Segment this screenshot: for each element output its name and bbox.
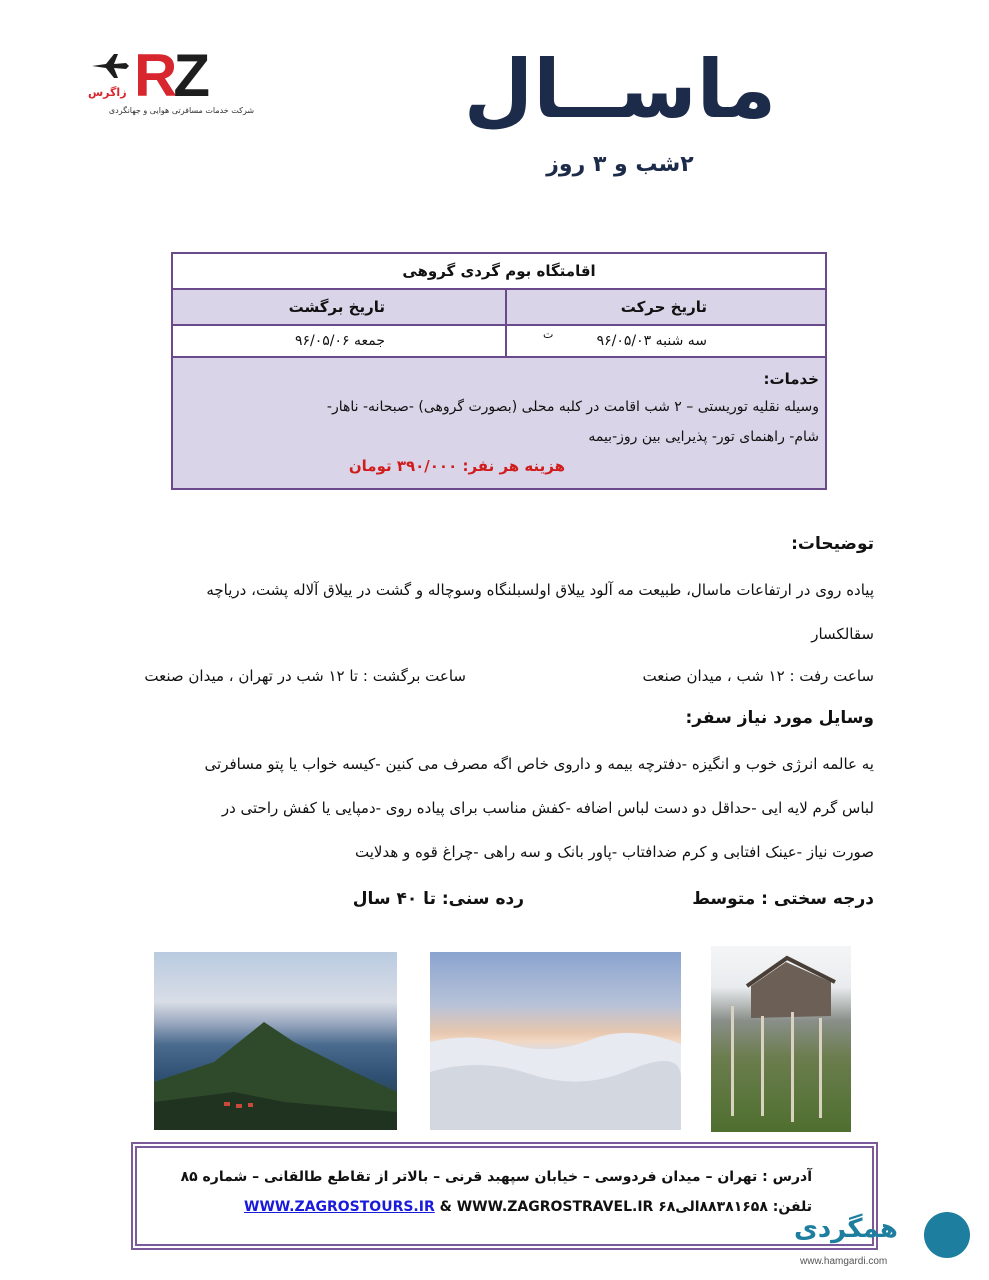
- departure-time: ساعت رفت : ۱۲ شب ، میدان صنعت: [642, 667, 874, 685]
- address: آدرس : تهران – میدان فردوسی – خیابان سپهبد قرنی – بالاتر از تقاطع طالقانی – شماره ۸۵: [180, 1169, 812, 1185]
- description-line: سقالکسار: [811, 625, 874, 643]
- services-heading: خدمات:: [763, 370, 819, 388]
- logo-rz: RZ: [134, 42, 206, 109]
- tour-level: [120, 882, 874, 916]
- services-block: [173, 358, 825, 488]
- tour-duration: ۲شب و ۳ روز: [546, 152, 694, 177]
- footer-contact-box: [131, 1142, 878, 1250]
- cabin-photo: [711, 946, 851, 1132]
- description-heading: توضیحات:: [791, 534, 874, 554]
- website-link-tours[interactable]: WWW.ZAGROSTOURS.IR: [244, 1199, 435, 1215]
- mountain-photo: [154, 952, 397, 1130]
- table-header-row: [173, 290, 825, 326]
- description-line: پیاده روی در ارتفاعات ماسال، طبیعت مه آلود ییلاق اولسبلنگاه وسوچاله و گشت در ییلاق آلاله پشت، دریاچه: [206, 581, 874, 599]
- age-range: رده سنی: تا ۴۰ سال: [352, 889, 524, 909]
- company-logo: [84, 42, 279, 126]
- return-date: جمعه ۹۶/۰۵/۰۶: [294, 333, 385, 349]
- watermark: [790, 1208, 980, 1274]
- return-label: تاریخ برگشت: [288, 298, 385, 316]
- accommodation-heading: اقامتگاه بوم گردی گروهی: [173, 254, 825, 290]
- equipment-line: یه عالمه انرژی خوب و انگیزه -دفترچه بیمه و داروی خاص اگه مصرف می کنین -کیسه خواب یا پتو مسافرتی: [204, 755, 874, 773]
- website-travel[interactable]: WWW.ZAGROSTRAVEL.IR: [456, 1199, 654, 1215]
- phone-number: تلفن: ۸۸۳۸۱۶۵۸الی۶۸: [658, 1199, 812, 1215]
- departure-date: سه شنبه ۹۶/۰۵/۰۳: [505, 326, 825, 356]
- airplane-icon: [90, 52, 130, 80]
- tour-info-table: [171, 252, 827, 490]
- difficulty-level: درجه سختی : متوسط: [692, 889, 874, 909]
- logo-subtitle: شرکت خدمات مسافرتی هوایی و جهانگردی: [108, 106, 255, 115]
- watermark-name: همگردی: [794, 1214, 898, 1244]
- services-line: شام- راهنمای تور- پذیرایی بین روز-بیمه: [588, 429, 819, 445]
- price-per-person: هزینه هر نفر: ۳۹۰/۰۰۰ تومان: [348, 457, 565, 475]
- contact-line: [177, 1192, 812, 1222]
- equipment-text: [120, 742, 874, 874]
- services-line: وسیله نقلیه توریستی – ۲ شب اقامت در کلبه محلی (بصورت گروهی) -صبحانه- ناهار-: [326, 399, 819, 415]
- travel-times: [120, 656, 874, 696]
- description-text: [120, 568, 874, 656]
- equipment-line: صورت نیاز -عینک افتابی و کرم ضدافتاب -پاور بانک و سه راهی -چراغ قوه و هدلایت: [355, 843, 874, 861]
- return-time: ساعت برگشت : تا ۱۲ شب در تهران ، میدان صنعت: [144, 667, 466, 685]
- equipment-heading: وسایل مورد نیاز سفر:: [685, 708, 874, 728]
- clouds-photo: [430, 952, 681, 1130]
- website-separator: &: [439, 1199, 457, 1215]
- logo-fa-name: زاگرس: [88, 86, 127, 99]
- equipment-line: لباس گرم لایه ایی -حداقل دو دست لباس اضافه -کفش مناسب برای پیاده روی -دمپایی یا کفش راحتی در: [221, 799, 874, 817]
- page-title: ماســال: [463, 43, 777, 136]
- watermark-logo-icon: [924, 1212, 970, 1258]
- stray-mark: ت: [543, 328, 554, 341]
- watermark-url: www.hamgardi.com: [800, 1256, 888, 1267]
- departure-label: تاریخ حرکت: [505, 290, 825, 324]
- table-dates-row: [173, 326, 825, 358]
